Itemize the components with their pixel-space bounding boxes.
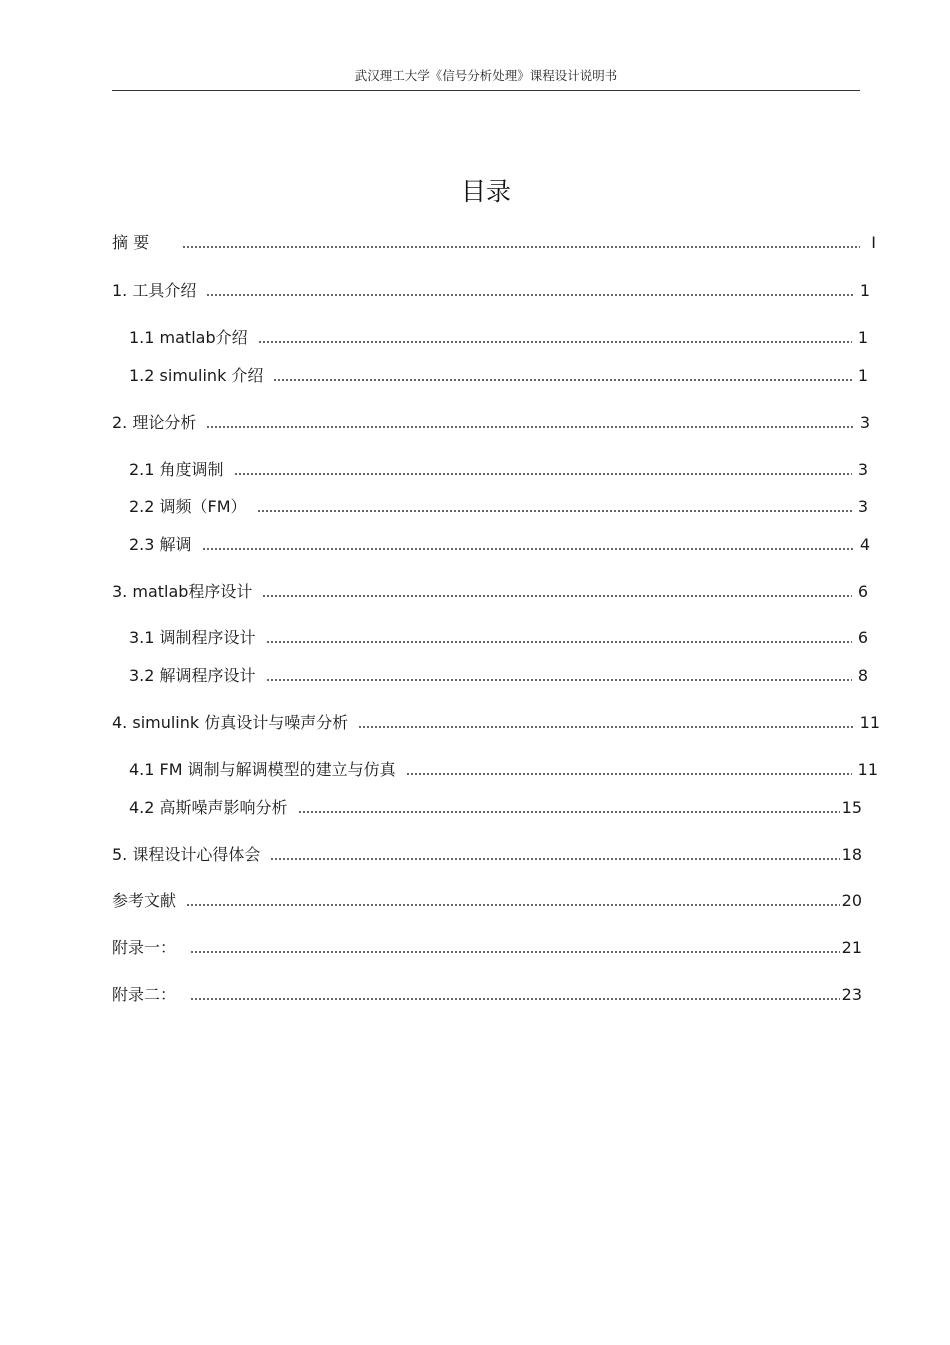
toc-leader-dots <box>190 997 840 1001</box>
toc-entry-3-1[interactable] <box>129 627 868 649</box>
toc-page-number: 3 <box>857 497 868 516</box>
toc-page-number: 3 <box>857 460 868 479</box>
toc-leader-dots <box>186 903 840 907</box>
toc-entry-4-1[interactable] <box>129 759 878 781</box>
toc-leader-dots <box>266 678 852 682</box>
toc-page-number: 1 <box>857 328 868 347</box>
toc-leader-dots <box>206 425 854 429</box>
toc-page-number: 21 <box>841 938 862 957</box>
toc-entry-appendix-1[interactable] <box>112 937 862 959</box>
toc-page-number: 15 <box>841 798 862 817</box>
page-title: 目录 <box>460 177 511 206</box>
toc-page-number: 11 <box>857 760 878 779</box>
toc-page-number: 18 <box>841 845 862 864</box>
toc-entry-appendix-2[interactable] <box>112 984 862 1006</box>
toc-leader-dots <box>406 772 852 776</box>
toc-leader-dots <box>358 725 853 729</box>
toc-entry-2-3[interactable] <box>129 534 870 556</box>
toc-entry-2-2[interactable] <box>129 496 868 518</box>
toc-page-number: 23 <box>841 985 862 1004</box>
toc-page-number: 1 <box>859 281 870 300</box>
toc-label: 2.2 调频（FM） <box>129 497 247 516</box>
toc-label: 2.3 解调 <box>129 535 192 554</box>
toc-leader-dots <box>266 640 852 644</box>
toc-entry-3[interactable] <box>112 581 868 603</box>
page-header: 武汉理工大学《信号分析处理》课程设计说明书 <box>354 68 618 83</box>
toc-leader-dots <box>262 594 852 598</box>
toc-entry-1-2[interactable] <box>129 365 868 387</box>
toc-label: 5. 课程设计心得体会 <box>112 845 261 864</box>
toc-leader-dots <box>234 472 852 476</box>
toc-page-number: 1 <box>857 366 868 385</box>
toc-entry-2[interactable] <box>112 412 870 434</box>
toc-entry-1[interactable] <box>112 280 870 302</box>
toc-label: 4. simulink 仿真设计与噪声分析 <box>112 713 349 732</box>
toc-entry-1-1[interactable] <box>129 327 868 349</box>
toc-label: 附录二： <box>112 985 177 1004</box>
toc-page-number: 6 <box>857 582 868 601</box>
toc-page-number: I <box>871 233 876 252</box>
toc-page-number: 6 <box>857 628 868 647</box>
toc-label: 1.2 simulink 介绍 <box>129 366 264 385</box>
toc-leader-dots <box>190 950 840 954</box>
toc-leader-dots <box>202 547 854 551</box>
toc-label: 2. 理论分析 <box>112 413 197 432</box>
toc-leader-dots <box>258 340 852 344</box>
toc-label: 摘 要 <box>112 233 150 252</box>
toc-entry-2-1[interactable] <box>129 459 868 481</box>
toc-label: 参考文献 <box>112 891 177 910</box>
toc-label: 4.1 FM 调制与解调模型的建立与仿真 <box>129 760 396 779</box>
toc-page-number: 8 <box>857 666 868 685</box>
toc-label: 3.1 调制程序设计 <box>129 628 256 647</box>
toc-entry-5[interactable] <box>112 844 862 866</box>
toc-page-number: 11 <box>859 713 880 732</box>
toc-leader-dots <box>206 293 854 297</box>
toc-entry-4-2[interactable] <box>129 797 862 819</box>
toc-label: 4.2 高斯噪声影响分析 <box>129 798 288 817</box>
toc-leader-dots <box>257 509 852 513</box>
toc-label: 附录一： <box>112 938 177 957</box>
toc-leader-dots <box>273 378 852 382</box>
toc-page-number: 20 <box>841 891 862 910</box>
toc-leader-dots <box>182 245 860 249</box>
toc-entry-4[interactable] <box>112 712 880 734</box>
toc-page-number: 4 <box>859 535 870 554</box>
toc-entry-3-2[interactable] <box>129 665 868 687</box>
toc-entry-abstract[interactable] <box>112 232 876 254</box>
toc-label: 3. matlab程序设计 <box>112 582 253 601</box>
toc-leader-dots <box>298 810 840 814</box>
toc-label: 3.2 解调程序设计 <box>129 666 256 685</box>
toc-label: 1.1 matlab介绍 <box>129 328 248 347</box>
toc-entry-references[interactable] <box>112 890 862 912</box>
toc-label: 1. 工具介绍 <box>112 281 197 300</box>
toc-page-number: 3 <box>859 413 870 432</box>
toc-label: 2.1 角度调制 <box>129 460 224 479</box>
toc-leader-dots <box>270 857 839 861</box>
